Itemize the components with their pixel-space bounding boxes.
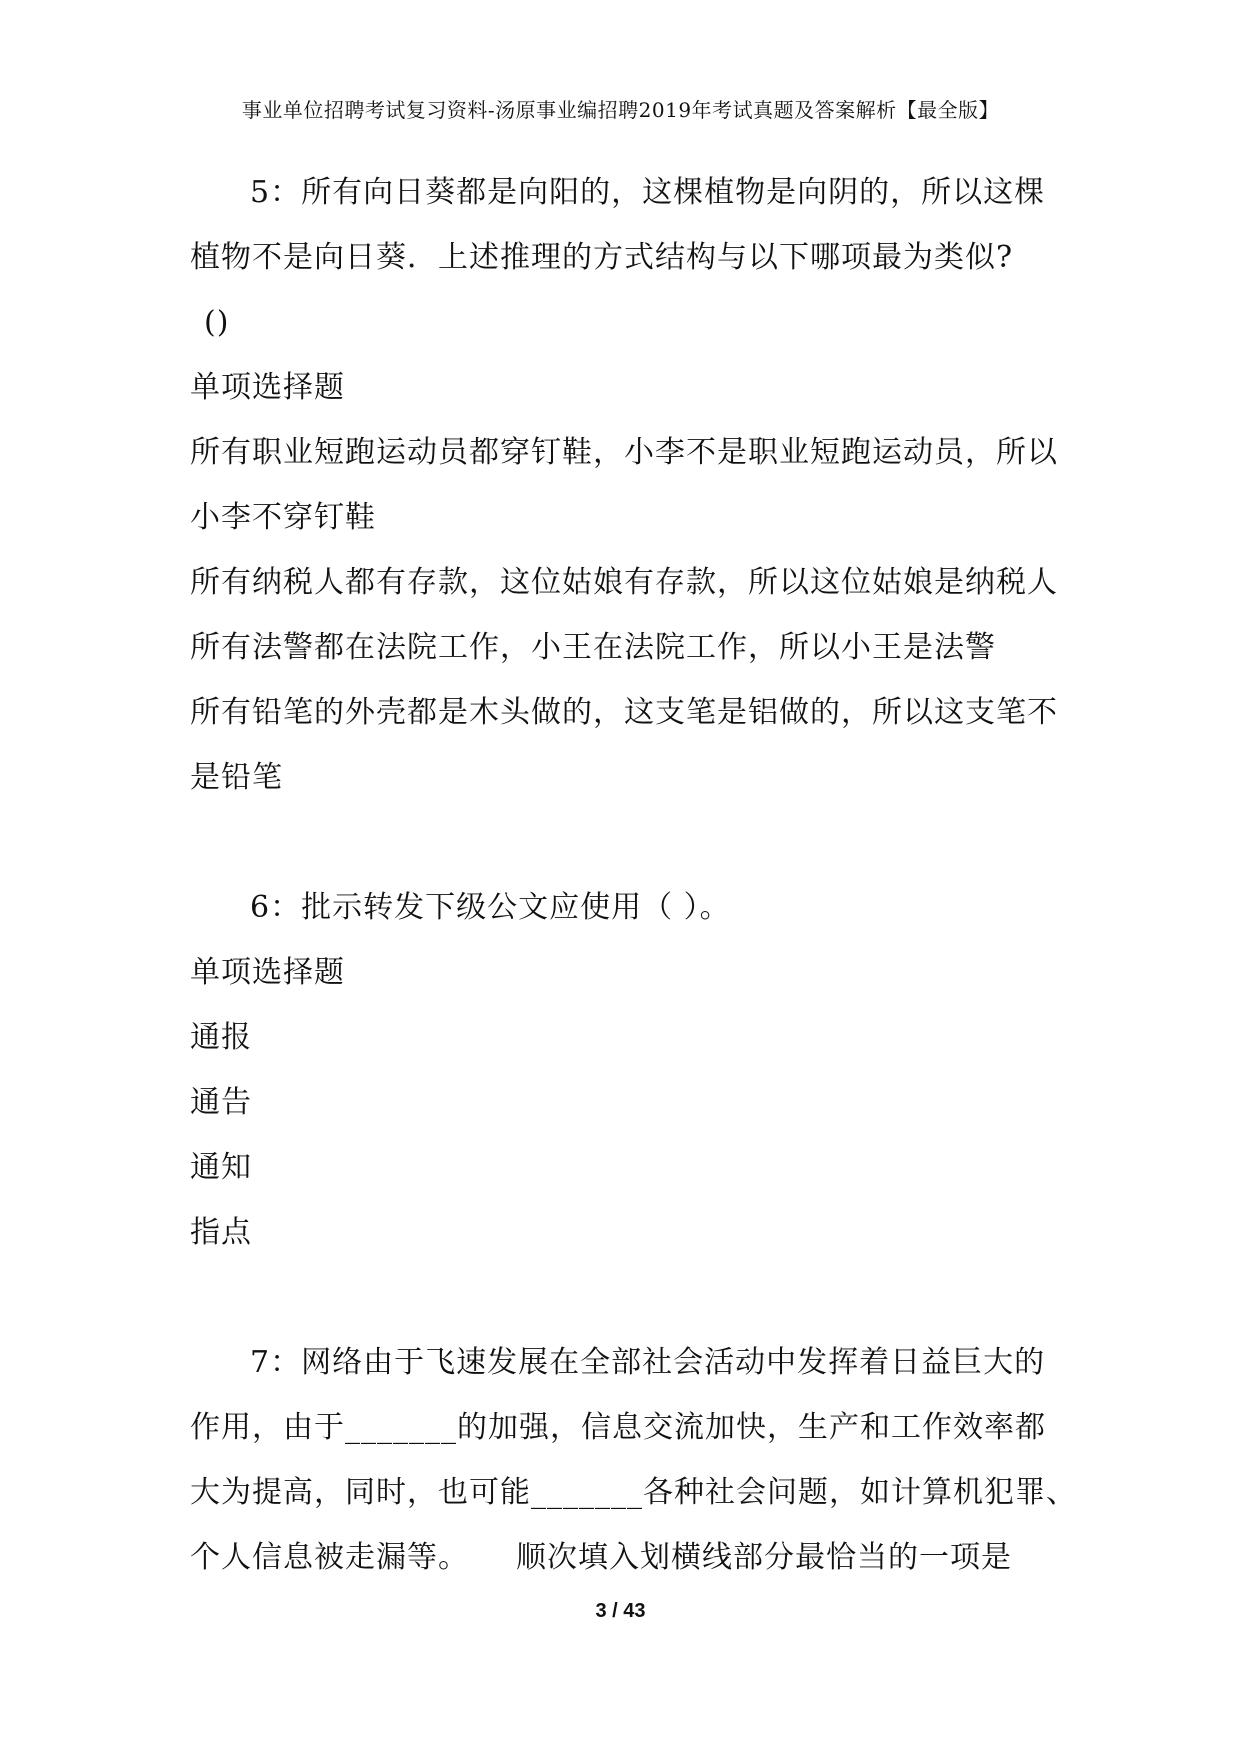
page-header: 事业单位招聘考试复习资料-汤原事业编招聘2019年考试真题及答案解析【最全版】 xyxy=(241,98,1000,122)
page-number: 3 / 43 xyxy=(595,1600,646,1622)
question-5-option-d-line-1: 所有铅笔的外壳都是木头做的，这支笔是铝做的，所以这支笔不 xyxy=(190,695,1058,730)
spacer xyxy=(190,1265,1070,1330)
question-5-option-a-line-1: 所有职业短跑运动员都穿钉鞋，小李不是职业短跑运动员，所以 xyxy=(190,435,1058,470)
question-5-stem-line-2: 植物不是向日葵．上述推理的方式结构与以下哪项最为类似? xyxy=(190,240,1014,275)
spacer xyxy=(190,810,1070,875)
question-5-type: 单项选择题 xyxy=(190,370,345,405)
question-7-stem-line-1: 7：网络由于飞速发展在全部社会活动中发挥着日益巨大的 xyxy=(250,1345,1046,1380)
question-6-option-b: 通告 xyxy=(190,1085,252,1120)
question-6-option-d: 指点 xyxy=(190,1215,252,1250)
question-7-stem-line-2: 作用，由于_______的加强，信息交流加快，生产和工作效率都 xyxy=(190,1410,1046,1445)
question-6 xyxy=(190,875,1070,1265)
question-6-option-c: 通知 xyxy=(190,1150,252,1185)
question-5-stem-line-3: () xyxy=(204,305,230,340)
question-5-option-c: 所有法警都在法院工作，小王在法院工作，所以小王是法警 xyxy=(190,630,996,665)
question-7-stem-line-4: 个人信息被走漏等。 顺次填入划横线部分最恰当的一项是 xyxy=(190,1540,1012,1575)
question-5-option-b: 所有纳税人都有存款，这位姑娘有存款，所以这位姑娘是纳税人 xyxy=(190,565,1058,600)
question-7 xyxy=(190,1330,1077,1590)
question-5-option-d-line-2: 是铅笔 xyxy=(190,760,283,795)
page-content xyxy=(190,160,1077,1590)
question-6-option-a: 通报 xyxy=(190,1020,252,1055)
question-5-stem-line-1: 5：所有向日葵都是向阳的，这棵植物是向阴的，所以这棵 xyxy=(250,175,1046,210)
question-5-option-a-line-2: 小李不穿钉鞋 xyxy=(190,500,376,535)
question-6-stem: 6：批示转发下级公文应使用（ ）。 xyxy=(250,890,731,925)
question-7-stem-line-3: 大为提高，同时，也可能_______各种社会问题，如计算机犯罪、 xyxy=(190,1475,1077,1510)
question-5 xyxy=(190,160,1070,810)
question-6-type: 单项选择题 xyxy=(190,955,345,990)
